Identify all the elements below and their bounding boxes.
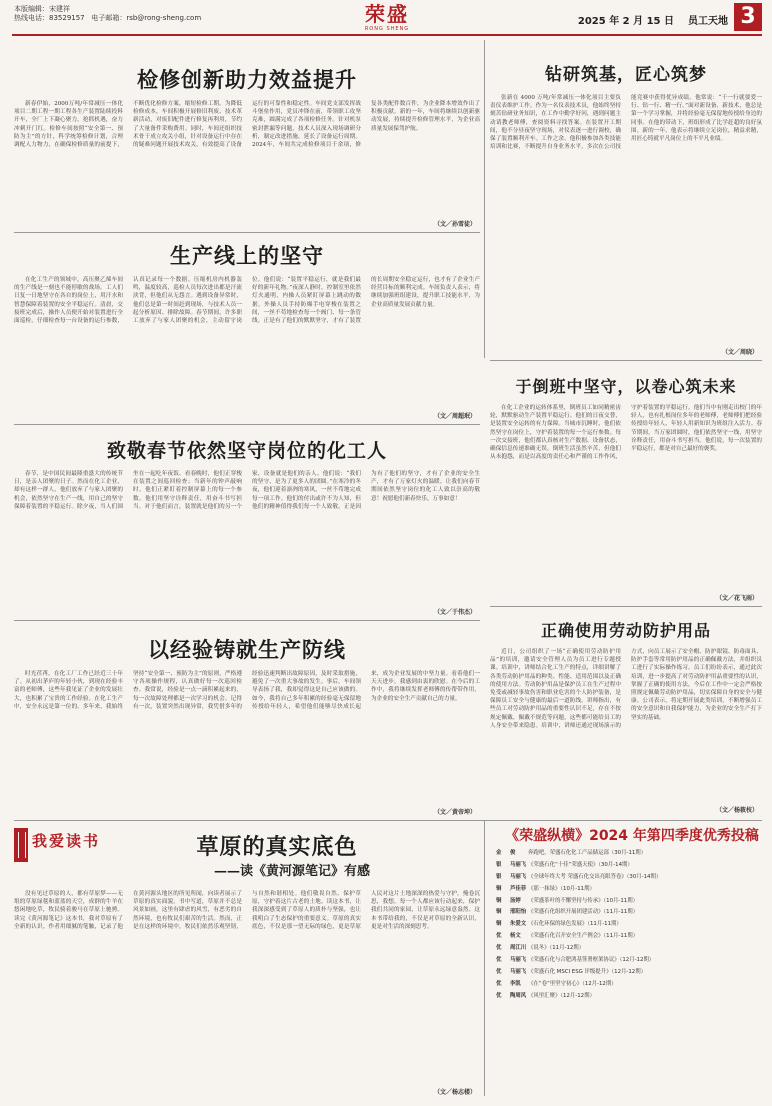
article-headline: 草原的真实底色 [196,835,358,860]
award-item [496,957,768,964]
award-item [496,898,768,905]
award-rank: 铜 [496,909,502,916]
issue-date: 2025 年 2 月 15 日 [577,16,674,27]
award-rank: 优 [496,980,502,987]
article-headline: 钻研筑基，匠心筑梦 [545,65,707,85]
award-author: 马丽飞 [510,968,527,975]
award-author: 马丽飞 [510,873,527,880]
article-headline: 正确使用劳动防护用品 [540,621,711,640]
article-byline: （文／杨志楼） [433,1089,476,1096]
editor-name: 本版编辑：宋建祥 [14,5,70,13]
award-item [496,969,768,976]
award-article-title: 《荣盛石化 MSCI ESG 评级提升》（12月-12期） [528,968,647,975]
article-experience [14,624,480,818]
award-article-title: 《荣盛石化与合肥鸿基签署框架协议》（12月-12期） [528,957,655,964]
column-divider [484,40,485,358]
award-article-title: 《全球年终大考 荣盛石化交出亮眼答卷》（30月-14期） [528,873,662,880]
article-body: 新春伊始，2000万吨/年常减压一体化项目二期工程一期工程各生产装置陆续投料开车，全厂上下凝心聚力，抢抓机遇，奋力冲刺开门红。检修车间按照“安全第一、预防为主”的方针，科学统筹检修计划，合理调配人力物力，在确保检修质量的前提下，不断优化检修方案，缩短检修工期。为降低检修成本，车间积极开展修旧利废、技术革新活动，对废旧配件进行修复再利用，节约了大量备件采购费用。同时，车间还组织技术骨干成立攻关小组，针对设备运行中存在的疑难问题开展技术攻关，有效提高了设备运行的可靠性和稳定性。车间党支部发挥战斗堡垒作用，党员冲锋在前，带领职工攻坚克难，圆满完成了各项检修任务。针对机泵密封泄漏等问题，技术人员深入现场调研分析，制定改进措施，延长了设备运行周期。2024年，车间共完成检修项目千余项，修复各类配件数百件，为企业降本增效作出了积极贡献。新的一年，车间将继续以创新驱动发展，持续提升检修管理水平，为企业高质量发展保驾护航。 [14,101,480,149]
award-article-title: 《荣盛茶叶的不懈坚持与传承》（10月-11期） [528,897,638,904]
award-item [496,909,768,916]
award-article-title: 《荣盛石化组织开展团建活动》（11月-11期） [528,909,638,916]
section-name: 员工天地 [688,16,728,27]
hotline: 热线电话：83529157 [14,14,85,22]
article-headline: 生产线上的坚守 [170,244,324,268]
award-item [496,874,768,881]
award-rank: 优 [496,933,502,940]
article-byline: （文／杨筱枝） [715,807,758,814]
section-divider [490,606,762,607]
article-body: 近日，公司组织了一场“正确使用劳动防护用品”的培训，邀请安全管理人员为员工进行专题授课。培训中，讲师结合化工生产的特点，详细讲解了各类劳动防护用品的种类、性能、适用范围以及正确的使用方法。劳动防护用品是保护员工在生产过程中免受或减轻事故伤害和职业危害的个人防护装备，是保障员工安全与健康的最后一道防线。讲师指出，有些员工对劳动防护用品的重要性认识不足，存在不按规定佩戴、佩戴不规范等问题，这些都可能给员工的人身安全带来隐患。培训中，讲师还通过现场演示的方式，向员工展示了安全帽、防护眼镜、防毒面具、防护手套等常用防护用品的正确佩戴方法，并组织员工进行了实际操作练习。员工们纷纷表示，通过此次培训，进一步提高了对劳动防护用品重要性的认识，掌握了正确的使用方法，今后在工作中一定会严格按照规定佩戴劳动防护用品，切实保障自身的安全与健康。公司表示，将定期开展此类培训，不断增强员工的安全意识和自我保护能力，为企业的安全生产打下坚实的基础。 [490,649,762,729]
section-divider [14,820,762,821]
award-rank: 银 [496,861,502,868]
award-item [496,921,768,928]
award-item [496,862,768,869]
article-headline: 以经验铸就生产防线 [148,638,346,662]
email: 电子邮箱：rsb@rong-sheng.com [91,14,202,22]
award-rank: 铜 [496,897,502,904]
award-author: 汤婷 [510,897,521,904]
article-craftsman [490,40,762,358]
award-article-title: 《那一抹绿》（10月-11期） [528,885,595,892]
article-body: 张新在 4000 万吨/年常减压一体化项目主要负责仪表维护工作。作为一名仪表技术员，他始终坚持刻苦钻研业务知识，在工作中勤学好问，遇到问题主动请教老师傅，查阅资料寻找答案。在装置开工期间，他不分昼夜坚守现场，对仪表逐一进行调校，确保了装置顺利开车。工作之余，他积极参加各类技能培训和比赛，不断提升自身业务水平，多次在公司技能竞赛中获得优异成绩。他常说：“干一行就要爱一行、钻一行、精一行。”面对新设备、新技术，他总是第一个学习掌握，并将经验毫无保留地传授给身边的同事。在他的带动下，班组形成了比学赶超的良好氛围。新的一年，他表示将继续立足岗位，精益求精，用匠心铸就平凡岗位上的不平凡业绩。 [490,95,762,151]
award-rank: 铜 [496,885,502,892]
award-author: 周江川 [510,945,527,952]
article-body: 在化工生产的领域中，高压聚乙烯车间的生产线是一刻也不能停歇的战场。工人们日复一日地坚守在各自的岗位上，用汗水和智慧保障着装置的安全平稳运行。清晨，交接班完成后，操作人员便开始对装置进行全面巡检，仔细检查每一台设备的运行参数，认真记录每一个数据。压缩机房内机器轰鸣，温度较高，巡检人员每次进出都是汗流浃背，但他们从无怨言。遇到设备异常时，他们总是第一时间赶到现场，与技术人员一起分析原因、排除故障。春节期间，许多职工放弃了与家人团聚的机会，主动留守岗位。他们说：“装置平稳运行，就是我们最好的新年礼物。”夜深人静时，控制室里依然灯火通明，内操人员紧盯屏幕上跳动的数据，外操人员手持防爆手电穿梭在装置之间，一丝不苟地检查每一个阀门、每一条管线。正是有了他们的默默坚守，才有了装置的长周期安全稳定运行，也才有了企业生产经营目标的顺利完成。车间负责人表示，将继续加强班组建设，提升职工技能水平，为企业高质量发展贡献力量。 [14,277,480,325]
award-rank: 金 [496,850,502,856]
masthead-editor-info [14,5,201,23]
award-list [496,850,768,1005]
award-article-title: 《在“卷”里坚守初心》（12月-12期） [528,980,617,987]
award-author: 马丽飞 [510,957,527,964]
award-item [496,886,768,893]
award-rank: 铜 [496,921,502,928]
award-article-title: 《石化环保的绿色发展》（11月-11期） [528,921,622,928]
article-headline: 于倒班中坚守，以卷心筑未来 [515,377,737,396]
award-article-title: 《荣盛石化召开安全生产例会》（11月-11期） [528,933,638,940]
award-author: 俊 [510,850,516,856]
column-divider [484,820,485,1096]
article-innovation [14,40,480,230]
masthead-rule [12,34,762,36]
article-production-line [14,236,480,422]
award-author: 李凯 [510,980,521,987]
award-rank: 优 [496,992,502,999]
award-list-title: 《荣盛纵横》2024 年第四季度优秀投稿 [505,828,759,844]
article-body: 时光荏苒，在化工厂工作已经近三十年了。从初出茅庐的年轻小伙，到现在经验丰富的老师傅，这些年我见证了企业的发展壮大，也积累了宝贵的工作经验。在化工生产中，安全永远是第一位的。多年来，我始终坚持“安全第一、预防为主”的原则，严格遵守各项操作规程，认真做好每一次巡回检查。我常说，经验是一点一滴积累起来的，每一次故障处理都是一次学习的机会。记得有一次，装置突然出现异常，我凭借多年的经验迅速判断出故障原因，及时采取措施，避免了一次重大事故的发生。事后，车间领导表扬了我，我却觉得这是自己应该做的。如今，我将自己多年积累的经验毫无保留地传授给年轻人，希望他们能够尽快成长起来，成为企业发展的中坚力量。看着他们一天天进步，我感到由衷的欣慰。在今后的工作中，我将继续发挥老师傅的传帮带作用，为企业的安全生产贡献自己的力量。 [14,671,480,710]
article-byline: （文／周晓） [721,349,758,356]
article-headline: 检修创新助力效益提升 [137,68,357,92]
award-author: 邢阳怡 [510,909,527,916]
newspaper-logo [342,2,432,32]
section-tag-label: 我爱读书 [32,832,101,850]
award-rank: 银 [496,873,502,880]
award-item [496,945,768,952]
award-item [496,981,768,988]
section-divider [14,620,480,621]
article-byline: （文／花飞雨） [715,595,758,602]
award-author: 陶周风 [510,992,527,999]
award-article-title: 奔跑吧，荣盛石化化工产品储运部（30月-11期） [528,850,647,856]
award-rank: 优 [496,957,502,964]
page-number: 3 [734,3,762,31]
article-headline: 致敬春节依然坚守岗位的化工人 [106,440,387,462]
award-rank: 优 [496,968,502,975]
award-author: 朱爱文 [510,921,527,928]
article-book-review [14,822,480,1100]
masthead [0,0,772,36]
article-body: 春节，是中国民间最隆重盛大的传统节日，是亲人团聚的日子。然而在化工企业，却有这样一群人，他们放弃了与家人团聚的机会，依然坚守在生产一线，用自己的坚守保障着装置的平稳运行。除夕夜，当人们围坐在一起吃年夜饭、看春晚时，他们正穿梭在装置之间巡回检查；当新年的钟声敲响时，他们正紧盯着控制屏幕上的每一个参数。他们用坚守诠释责任，用奋斗书写担当。对于他们而言，装置就是他们的另一个家，设备就是他们的亲人。他们说：“我们的坚守，是为了更多人的团圆。”在寒冷的冬夜，他们迎着凛冽的寒风，一丝不苟地完成每一项工作。他们的付出或许不为人知，但他们的精神值得我们每一个人致敬。正是因为有了他们的坚守，才有了企业的安全生产，才有了万家灯火的温暖。让我们向春节期间依然坚守岗位的化工人致以崇高的敬意！祝愿他们新春快乐，万事如意！ [14,471,480,510]
article-protective-equipment [490,612,762,816]
masthead-date-section [564,12,728,27]
article-byline: （文／周超珉） [433,413,476,420]
article-spring-festival [14,428,480,618]
article-body: 在化工企业的运转体系里，倒班员工如同精密齿轮，默默驱动生产装置平稳运行。他们的日夜交替，是装置安全运转的有力保障。当城市沉睡时，他们依然坚守在岗位上，守护着装置的每一个运行参数。每一次交接班，他们都认真核对生产数据、设备状态，确保信息传递准确无误。倒班生活虽然辛苦，但他们从未抱怨，而是以高度的责任心和严谨的工作作风，守护着装置的平稳运行。他们当中有刚走出校门的年轻人，也有扎根岗位多年的老师傅，老师傅们把经验传授给年轻人，年轻人用新知识为班组注入活力。春节期间，当万家团圆时，他们依然坚守一线，用坚守诠释责任，用奋斗书写担当。他们说，每一次装置的平稳运行，都是对自己最好的褒奖。 [490,405,762,461]
article-body: 没有见过草原的人，都有草原梦——无垠的草原绿毯和蓝蓝的天空，成群的牛羊在悠闲地吃草，牧民骑着骏马在草原上驰骋。读完《黄河源笔记》这本书，我对草原有了全新的认识。作者用细腻的笔触，记录了他在黄河源头地区的所见所闻，向读者展示了草原的真实面貌。书中写道，草原并不总是风景如画，这里有肆虐的风雪，有恶劣的自然环境，也有牧民们艰苦的生活。然而，正是在这样的环境中，牧民们依然乐观坚韧，与自然和谐相处。他们敬畏自然、保护草原，守护着这片古老的土地。读这本书，让我深深感受到了草原人的质朴与坚强，也让我明白了生态保护的重要意义。草原的真实底色，不仅是那一望无际的绿色，更是草原人民对这片土地深深的热爱与守护。掩卷沉思，我想，每一个人都应该行动起来，保护我们共同的家园，让草原永远绿意盎然。这本书带给我的，不仅是对草原的全新认识，更是对生活的深刻思考。 [14,891,480,930]
article-byline: （文／黄帝坤） [433,809,476,816]
award-article-title: 《说冬》（11月-12期） [528,945,585,952]
article-subheadline: ——读《黄河源笔记》有感 [213,864,370,879]
section-divider [490,360,762,361]
article-byline: （文／于伟杰） [433,609,476,616]
award-item [496,933,768,940]
logo-text: 荣盛 [365,2,409,26]
logo-subtitle: RONG SHENG [364,26,410,32]
award-author: 马丽飞 [510,861,527,868]
section-divider [14,424,480,425]
article-shift-work [490,364,762,604]
award-item [496,993,768,1000]
award-article-title: 《荣盛石化“十佳”荣盛天使》（30月-14期） [528,861,633,868]
award-article-title: 《风里汇聚》（12月-12期） [528,992,595,999]
award-author: 杨文 [510,933,521,940]
section-divider [14,232,480,233]
award-author: 芦佳菲 [510,885,527,892]
article-byline: （文／孙雪徒） [433,221,476,228]
award-item [496,850,768,857]
award-rank: 优 [496,945,502,952]
